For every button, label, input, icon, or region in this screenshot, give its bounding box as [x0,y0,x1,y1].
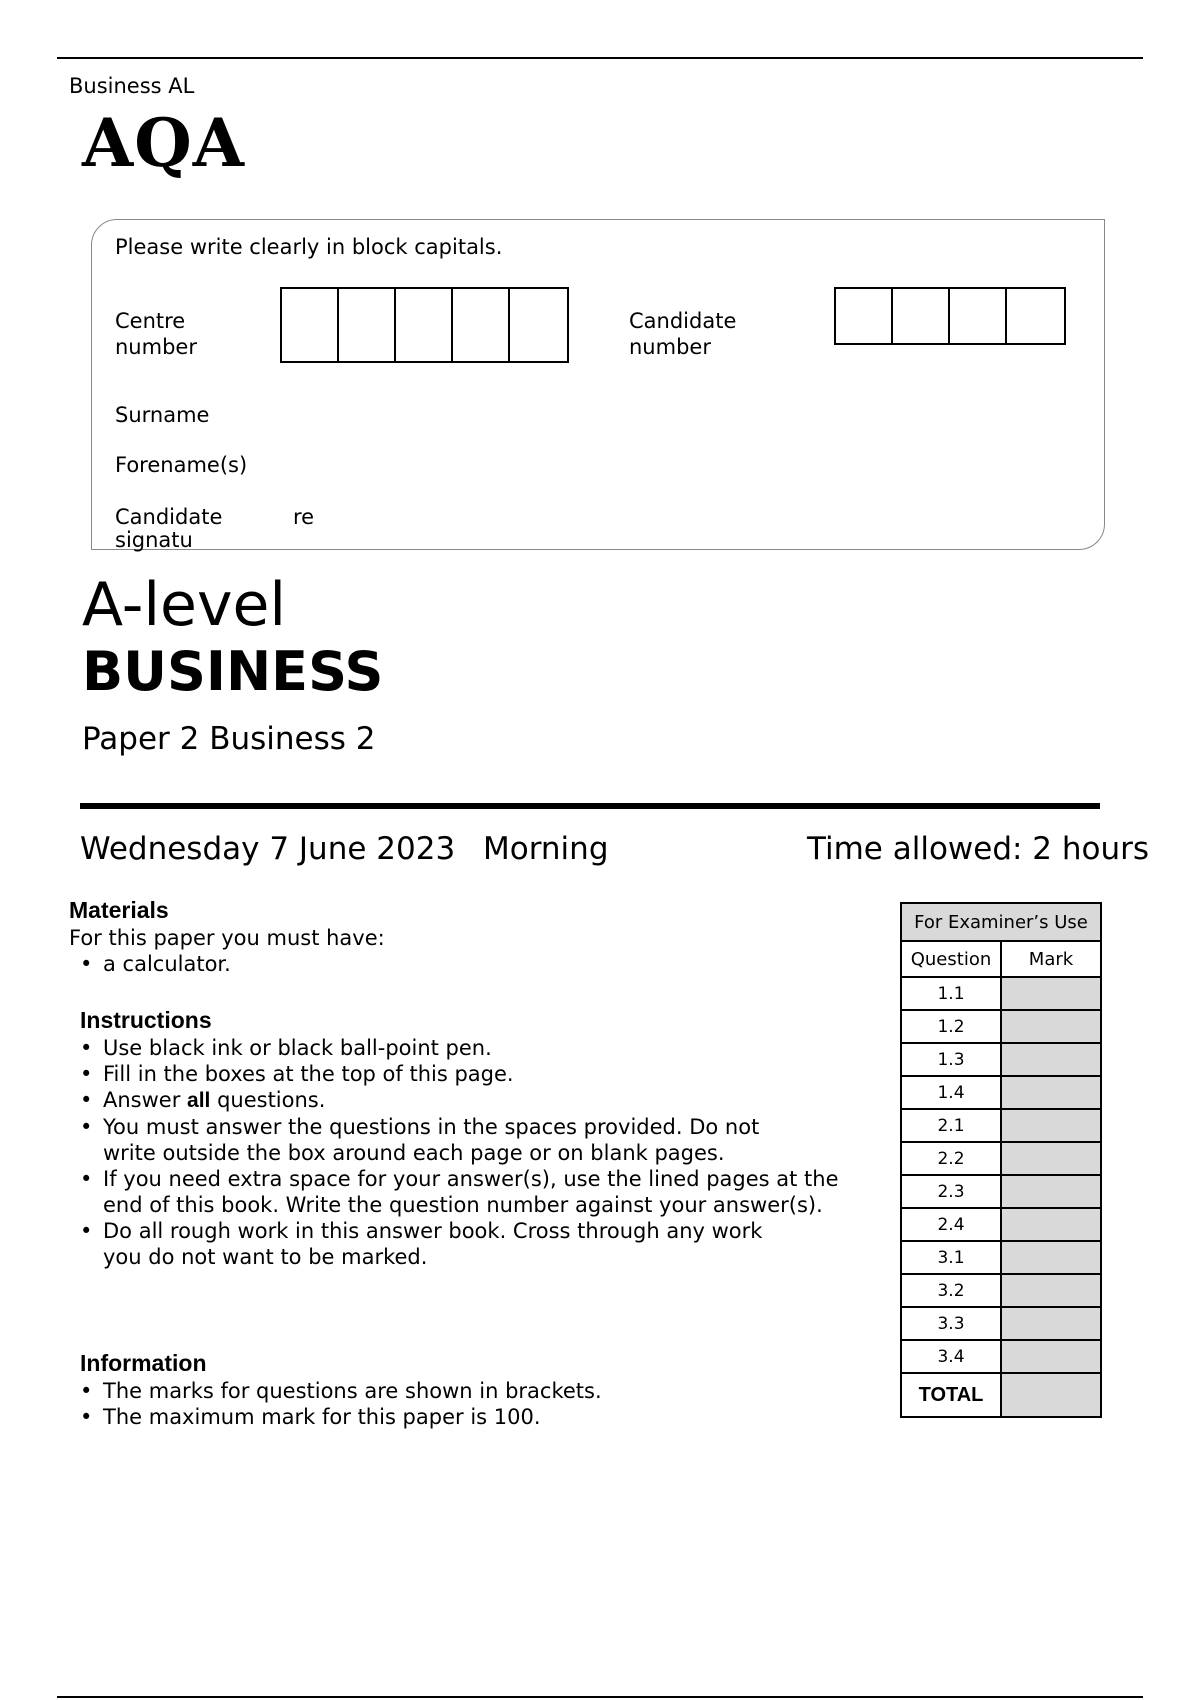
question-number: 2.4 [901,1208,1001,1241]
mark-cell[interactable] [1001,1043,1101,1076]
exam-date: Wednesday 7 June 2023 [80,831,456,867]
surname-label: Surname [115,403,210,427]
list-item: • a calculator. [80,951,231,977]
materials-intro: For this paper you must have: [69,926,385,950]
mark-column-header: Mark [1001,941,1101,977]
centre-number-label: Centre number [115,309,197,359]
block-capitals-instruction: Please write clearly in block capitals. [115,235,503,259]
list-item: • Do all rough work in this answer book. Cross through any work you do not want to be marked. [80,1218,763,1270]
mark-cell[interactable] [1001,977,1101,1010]
exam-session: Morning [483,831,609,867]
information-heading: Information [80,1350,207,1376]
signature-label-fragment: re [293,505,315,529]
materials-heading: Materials [69,897,169,923]
mark-cell[interactable] [1001,1076,1101,1109]
question-number: 1.4 [901,1076,1001,1109]
candidate-digit-box[interactable] [893,289,950,343]
candidate-digit-box[interactable] [836,289,893,343]
top-rule [57,57,1143,59]
total-label: TOTAL [901,1373,1001,1417]
question-column-header: Question [901,941,1001,977]
list-item: • The maximum mark for this paper is 100. [80,1404,602,1430]
list-item: • You must answer the questions in the spaces provided. Do not write outside the box around each page or on blank pages. [80,1114,763,1166]
subject-title: BUSINESS [82,640,384,703]
centre-number-boxes [280,287,569,363]
instructions-heading: Instructions [80,1007,212,1033]
mark-cell[interactable] [1001,1340,1101,1373]
mark-cell[interactable] [1001,1241,1101,1274]
candidate-number-label: Candidate number [629,309,737,359]
question-number: 2.1 [901,1109,1001,1142]
mark-cell[interactable] [1001,1307,1101,1340]
question-number: 1.1 [901,977,1001,1010]
information-list [80,1378,602,1430]
candidate-digit-box[interactable] [1007,289,1064,343]
mark-cell[interactable] [1001,1010,1101,1043]
materials-list [80,951,231,977]
instructions-list [80,1035,860,1270]
total-mark-cell[interactable] [1001,1373,1101,1417]
question-number: 2.2 [901,1142,1001,1175]
question-number: 2.3 [901,1175,1001,1208]
qualification-level: A-level [82,570,287,640]
centre-digit-box[interactable] [339,289,396,361]
title-divider [80,803,1100,809]
mark-cell[interactable] [1001,1208,1101,1241]
aqa-logo: AQA [82,104,245,182]
time-allowed: Time allowed: 2 hours [807,831,1150,867]
mark-cell[interactable] [1001,1175,1101,1208]
examiner-use-table [900,902,1102,1418]
forenames-label: Forename(s) [115,453,248,477]
centre-digit-box[interactable] [282,289,339,361]
list-item: • Answer all questions. [80,1087,860,1114]
question-number: 1.2 [901,1010,1001,1043]
candidate-digit-box[interactable] [950,289,1007,343]
list-item: • Fill in the boxes at the top of this page. [80,1061,860,1087]
paper-title: Paper 2 Business 2 [82,721,376,757]
question-number: 1.3 [901,1043,1001,1076]
centre-digit-box[interactable] [510,289,567,361]
candidate-number-boxes [834,287,1066,345]
bottom-rule [57,1696,1143,1698]
question-number: 3.1 [901,1241,1001,1274]
document-tag: Business AL [69,74,195,98]
question-number: 3.3 [901,1307,1001,1340]
examiner-table-title: For Examiner’s Use [901,903,1101,941]
signature-label: Candidate signatu [115,505,223,552]
mark-cell[interactable] [1001,1142,1101,1175]
list-item: • Use black ink or black ball-point pen. [80,1035,860,1061]
centre-digit-box[interactable] [396,289,453,361]
question-number: 3.4 [901,1340,1001,1373]
question-number: 3.2 [901,1274,1001,1307]
list-item: • If you need extra space for your answer(s), use the lined pages at the end of this book. Write the question number against your answer(s). [80,1166,863,1218]
mark-cell[interactable] [1001,1109,1101,1142]
centre-digit-box[interactable] [453,289,510,361]
mark-cell[interactable] [1001,1274,1101,1307]
candidate-details-box [91,219,1105,550]
list-item: • The marks for questions are shown in brackets. [80,1378,602,1404]
